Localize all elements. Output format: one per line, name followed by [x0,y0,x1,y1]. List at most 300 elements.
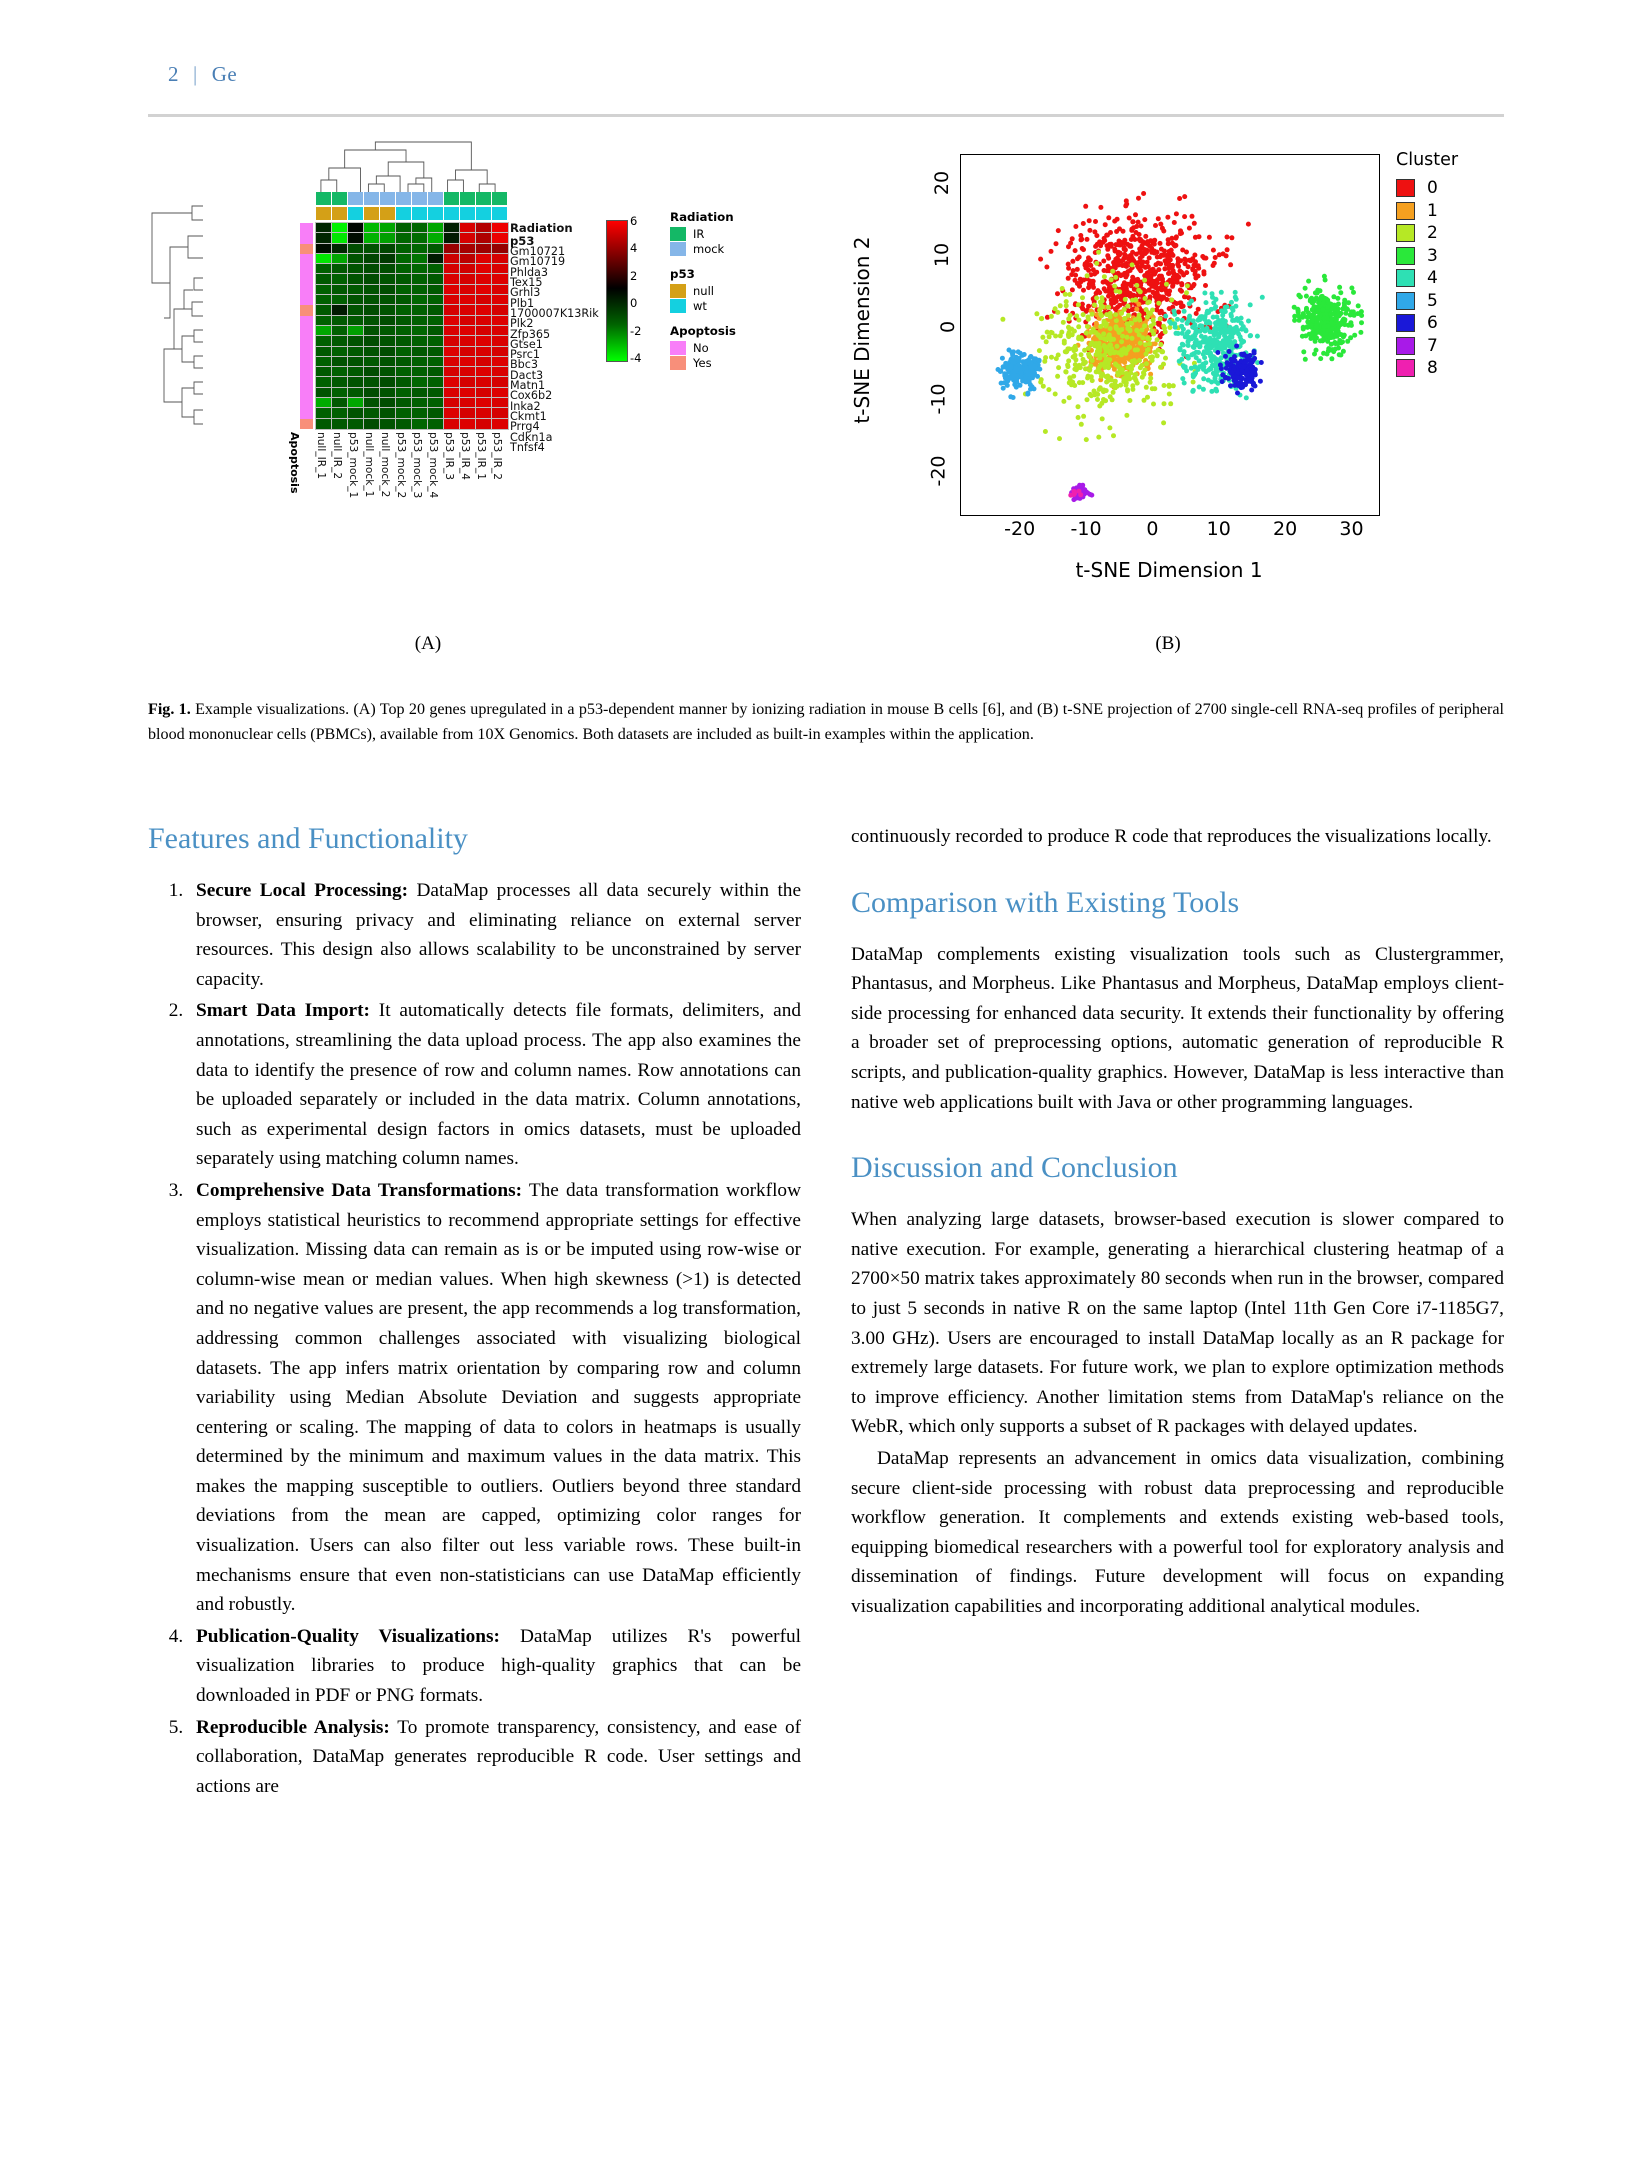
heatmap-cell [444,357,460,367]
heatmap-cell [428,388,444,398]
heatmap-cell [380,274,396,284]
annotation-cell [412,207,427,220]
heatmap-cell [428,244,444,254]
heatmap-cell [364,367,380,377]
heatmap-cell [460,316,476,326]
feature-text: It automatically detects file formats, delimiters, and annotations, streamlining the data upload process. The app also examines the data to identify the presence of row and column names. Row annotations can be uploaded separately or included in the data matrix. Column annotations, such as experimental design factors in omics datasets, must be uploaded separately using matching column names. [196,1000,801,1170]
heatmap-cell [444,336,460,346]
heatmap-cell [444,274,460,284]
heatmap-cell [332,264,348,274]
heatmap-cell [444,285,460,295]
row-annotation-cell [300,274,313,284]
heatmap-cell [460,233,476,243]
heatmap-cell [460,254,476,264]
heatmap-cell [460,336,476,346]
row-annotation-cell [300,419,313,429]
cluster-label: 2 [1427,223,1438,244]
heatmap-cell [428,336,444,346]
heatmap-colorbar [606,220,628,362]
cluster-swatch [1396,337,1415,355]
heatmap-cell [364,419,380,429]
heatmap-cell [428,367,444,377]
gene-label: Dact3 [510,368,544,382]
x-tick-label: 30 [1339,518,1364,540]
heatmap-cell [380,244,396,254]
sample-label: p53_IR_1 [475,432,487,481]
sample-label: p53_mock_2 [395,432,407,499]
heatmap-cell [364,388,380,398]
heatmap-cell [444,398,460,408]
heatmap-cell [332,388,348,398]
heatmap-cell [444,377,460,387]
cluster-swatch [1396,314,1415,332]
heatmap-cell [412,295,428,305]
heatmap-cell [460,388,476,398]
heatmap-cell [412,264,428,274]
cluster-label: 1 [1427,200,1438,221]
heatmap-cell [316,295,332,305]
legend-title: p53 [670,267,695,281]
tsne-y-tick-labels [920,154,959,514]
annotation-cell [428,192,443,205]
heatmap-cell [492,357,508,367]
annotation-cell [460,192,475,205]
heatmap-cell [396,388,412,398]
row-annotation-cell [300,388,313,398]
heatmap-cell [380,295,396,305]
annotation-cell [332,192,347,205]
heatmap-cell [444,367,460,377]
cluster-legend-item [1396,312,1496,335]
heatmap-cell [396,244,412,254]
heatmap-cell [396,367,412,377]
heatmap-cell [364,274,380,284]
tsne-cluster-legend [1396,150,1496,380]
annotation-track-radiation [316,192,508,205]
figure-caption-text: Example visualizations. (A) Top 20 genes upregulated in a p53-dependent manner by ionizing radiation in mouse B cells [6], and (B) t-SNE projection of 2700 single-cell RNA-seq profiles of peripheral blood mononuclear cells (PBMCs), available from 10X Genomics. Both datasets are included as built-in examples within the application. [148,701,1505,743]
heatmap-cell [380,316,396,326]
heatmap-cell [492,264,508,274]
heatmap-cell [396,305,412,315]
features-list [148,876,801,1801]
colorbar-tick: 0 [630,296,638,311]
row-annotation-apoptosis [300,223,313,429]
gene-label: Ckmt1 [510,409,547,423]
heatmap-cell [316,388,332,398]
row-annotation-cell [300,295,313,305]
cluster-legend-item [1396,222,1496,245]
heatmap-cell [428,357,444,367]
heatmap-cell [396,233,412,243]
annotation-cell [316,207,331,220]
colorbar-tick: -4 [630,350,642,365]
heatmap-cell [348,274,364,284]
y-tick-label: 10 [930,242,953,267]
heatmap-cell [364,254,380,264]
sample-label: null_mock_1 [363,432,375,498]
heatmap-cell [492,254,508,264]
heatmap-cell [476,419,492,429]
heatmap-cell [332,274,348,284]
heatmap-cell [428,326,444,336]
heatmap-cell [428,398,444,408]
heatmap-cell [348,223,364,233]
cluster-legend-item [1396,200,1496,223]
cluster-legend-item [1396,335,1496,358]
legend-label: mock [693,241,725,256]
annotation-cell [428,207,443,220]
section-heading-discussion: Discussion and Conclusion [851,1151,1178,1185]
cluster-swatch [1396,247,1415,265]
cluster-label: 8 [1427,358,1438,379]
gene-label: Cdkn1a [510,430,553,444]
comparison-paragraph: DataMap complements existing visualization tools such as Clustergrammer, Phantasus, and Morpheus. Like Phantasus and Morpheus, DataMap employs client-side processing for enhanced data security. It extends their functionality by offering a broader set of preprocessing options, automatic generation of reproducible R scripts, and publication-quality graphics. However, DataMap is less interactive than native web applications built with Java or other programming languages. [851,943,1504,1113]
heatmap-cell [476,408,492,418]
feature-text: To promote transparency, consistency, and ease of collaboration, DataMap generates reproducible R code. User settings and actions are [196,1716,802,1797]
heatmap-cell [396,295,412,305]
cluster-label: 6 [1427,313,1438,334]
heatmap-cell [412,254,428,264]
annotation-cell [332,207,347,220]
legend-label: wt [693,298,707,313]
heatmap-cell [444,388,460,398]
cluster-label: 5 [1427,290,1438,311]
colorbar-tick-labels [630,214,658,378]
heatmap-cell [412,347,428,357]
annotation-cell [380,207,395,220]
heatmap-cell [332,377,348,387]
cluster-label: 0 [1427,178,1438,199]
heatmap-cell [396,264,412,274]
gene-label: Gm10719 [510,255,566,269]
heatmap-cell [460,244,476,254]
annotation-cell [380,192,395,205]
annotation-cell [412,192,427,205]
heatmap-cell [444,295,460,305]
heatmap-cell [460,357,476,367]
heatmap-cell [316,285,332,295]
section-heading-comparison: Comparison with Existing Tools [851,885,1240,919]
column-dendrogram [313,140,503,192]
features-continuation-paragraph: continuously recorded to produce R code that reproduces the visualizations locally. [851,826,1492,847]
gene-label: Zfp365 [510,327,551,341]
heatmap-cell [460,295,476,305]
heatmap-cell [380,326,396,336]
heatmap-cell [348,233,364,243]
heatmap-cell [396,274,412,284]
heatmap-cell [348,367,364,377]
heatmap-cell [412,316,428,326]
colorbar-tick: 6 [630,214,638,228]
heatmap-cell [492,274,508,284]
heatmap-cell [316,223,332,233]
heatmap-cell [492,326,508,336]
row-annotation-cell [300,244,313,254]
heatmap-cell [332,357,348,367]
feature-list-item [188,996,801,1174]
annotation-cell [476,192,491,205]
heatmap-cell [348,285,364,295]
heatmap-cell [412,419,428,429]
heatmap-cell [444,419,460,429]
heatmap-column-labels [316,432,508,542]
heatmap-cell [364,316,380,326]
heatmap-cell [476,264,492,274]
y-tick-label: 20 [930,170,953,195]
feature-text: The data transformation workflow employs statistical heuristics to recommend appropriate settings for effective visualization. Missing data can remain as is or be imputed using row-wise or column-wise mean or median values. When high skewness (>1) is detected and no negative values are present, the app recommends a log transformation, addressing common challenges associated with visualizing biological datasets. The app infers matrix orientation by comparing row and column variability using Median Absolute Deviation and suggests appropriate centering or scaling. The mapping of data to colors in heatmaps is usually determined by the minimum and maximum values in the data matrix. This makes the mapping susceptible to outliers. Outliers beyond three standard deviations from the mean are capped, optimizing color ranges for visualization. Users can also filter out less variable rows. These built-in mechanisms ensure that even non-statisticians can use DataMap efficiently and robustly. [196,1179,801,1616]
heatmap-cell [476,377,492,387]
sample-label: p53_mock_4 [427,432,439,499]
heatmap-cell [364,264,380,274]
heatmap-cell [476,357,492,367]
heatmap-cell [348,357,364,367]
heatmap-cell [492,377,508,387]
heatmap-cell [444,316,460,326]
heatmap-cell [412,223,428,233]
heatmap-cell [380,367,396,377]
tsne-x-axis-label: t-SNE Dimension 1 [1075,558,1263,582]
heatmap-cell [476,398,492,408]
gene-label: Psrc1 [510,348,541,362]
gene-label: Gm10721 [510,245,566,259]
apoptosis-axis-label: Apoptosis [288,432,301,494]
gene-label: Tnfsf4 [510,440,545,454]
row-annotation-cell [300,326,313,336]
legend-item [670,241,810,256]
heatmap-cell [396,377,412,387]
heatmap-cell [348,254,364,264]
heatmap-cell [396,336,412,346]
heatmap-cell [428,254,444,264]
cluster-swatch [1396,269,1415,287]
heatmap-cell [476,223,492,233]
legend-swatch [670,242,686,256]
header-separator: | [193,62,198,86]
x-tick-label: -10 [1070,518,1102,540]
heatmap-cell [332,295,348,305]
heatmap-cell [348,305,364,315]
heatmap-cell [412,367,428,377]
heatmap-cell [492,233,508,243]
heatmap-cell [380,377,396,387]
colorbar-tick: 2 [630,268,638,283]
feature-title: Comprehensive Data Transformations: [196,1179,523,1201]
heatmap-cell [316,336,332,346]
heatmap-cell [332,419,348,429]
heatmap-cell [428,347,444,357]
heatmap-cell [380,357,396,367]
row-annotation-cell [300,377,313,387]
heatmap-cell [492,336,508,346]
panel-b-caption: (B) [1155,633,1181,654]
heatmap-cell [492,388,508,398]
x-tick-label: 0 [1146,518,1159,540]
figure-1 [148,140,1504,685]
feature-list-item [188,1713,801,1802]
heatmap-cell [444,223,460,233]
heatmap-cell [332,336,348,346]
heatmap-cell [444,347,460,357]
heatmap-cell [412,377,428,387]
sample-label: null_IR_2 [331,432,343,480]
row-annotation-cell [300,347,313,357]
row-annotation-cell [300,408,313,418]
heatmap-cell [412,408,428,418]
heatmap-cell [316,377,332,387]
heatmap-cell [460,305,476,315]
heatmap-cell [444,305,460,315]
legend-item [670,226,810,241]
row-annotation-cell [300,233,313,243]
heatmap-cell [492,419,508,429]
annotation-cell [316,192,331,205]
gene-label: Grhl3 [510,286,541,300]
annotation-track-p53 [316,207,508,220]
heatmap-cell [444,408,460,418]
annotation-cell [444,207,459,220]
tsne-x-tick-labels [960,518,1378,540]
heatmap-cell [348,316,364,326]
heatmap-cell [492,367,508,377]
heatmap-cell [364,305,380,315]
legend-gap [670,313,810,324]
heatmap-cell [492,285,508,295]
cluster-swatch [1396,179,1415,197]
tsne-plot-area [960,154,1380,516]
column-annotation-tracks [316,192,508,222]
heatmap-cell [348,408,364,418]
cluster-swatch [1396,224,1415,242]
heatmap-cell [364,295,380,305]
heatmap-cell [332,254,348,264]
heatmap-cell [492,305,508,315]
y-tick-label: 0 [936,320,959,333]
heatmap-cell [316,326,332,336]
annotation-cell [348,192,363,205]
x-tick-label: 20 [1273,518,1298,540]
heatmap-cell [348,326,364,336]
legend-swatch [670,356,686,370]
heatmap-cell [380,398,396,408]
heatmap-cell [316,244,332,254]
feature-text: DataMap utilizes R's powerful visualization libraries to produce high-quality graphics that can be downloaded in PDF or PNG formats. [196,1625,801,1707]
legend-label: null [693,283,714,298]
heatmap-cell [492,398,508,408]
heatmap-cell [428,305,444,315]
page-number: 2 [168,62,179,86]
heatmap-cell [364,408,380,418]
heatmap-cell [476,295,492,305]
figure-caption [148,697,1504,747]
heatmap-cell [380,285,396,295]
heatmap-cell [364,398,380,408]
row-annotation-cell [300,316,313,326]
y-tick-label: -10 [927,383,950,415]
heatmap-cell [492,347,508,357]
heatmap-cell [348,295,364,305]
gene-label: Prrg4 [510,420,540,434]
heatmap-cell [348,244,364,254]
heatmap-cell [428,377,444,387]
heatmap-cell [444,254,460,264]
legend-swatch [670,284,686,298]
cluster-swatch [1396,359,1415,377]
cluster-swatch [1396,202,1415,220]
heatmap-cell [380,305,396,315]
annotation-cell [444,192,459,205]
heatmap-cell [476,326,492,336]
heatmap-cell [492,223,508,233]
cluster-legend-item [1396,245,1496,268]
heatmap-cell [316,419,332,429]
heatmap-cell [364,233,380,243]
row-annotation-cell [300,254,313,264]
heatmap-cell [444,233,460,243]
annotation-cell [348,207,363,220]
heatmap-cell [316,408,332,418]
legend-label: No [693,340,709,355]
gene-label: Matn1 [510,379,546,393]
heatmap-cell [316,264,332,274]
heatmap-cell [332,285,348,295]
legend-label: IR [693,226,705,241]
heatmap-cell [316,233,332,243]
heatmap-cell [380,233,396,243]
heatmap-cell [332,398,348,408]
body-column-right [851,822,1504,1623]
feature-list-item [188,1622,801,1711]
heatmap-cell [348,398,364,408]
heatmap-cell [364,377,380,387]
annotation-track-title: p53 [510,233,535,248]
heatmap-cell [380,264,396,274]
heatmap-cell [444,264,460,274]
header-rule [148,114,1504,117]
row-annotation-cell [300,357,313,367]
heatmap-cell [460,347,476,357]
heatmap-cell [332,367,348,377]
annotation-cell [476,207,491,220]
colorbar-tick: 4 [630,241,638,256]
legend-item [670,355,810,370]
colorbar-tick: -2 [630,323,642,338]
heatmap-cell [412,233,428,243]
heatmap-cell [428,285,444,295]
legend-item [670,298,810,313]
sample-label: p53_mock_3 [411,432,423,499]
heatmap-cell [364,336,380,346]
annotation-cell [364,192,379,205]
row-annotation-cell [300,305,313,315]
sample-label: null_mock_2 [379,432,391,498]
heatmap-cell [476,254,492,264]
heatmap-cell [396,419,412,429]
heatmap-cell [396,357,412,367]
body-column-left [148,822,801,1803]
annotation-cell [492,207,507,220]
sample-label: p53_IR_4 [459,432,471,481]
heatmap-cell [412,244,428,254]
cluster-legend-item [1396,267,1496,290]
cluster-label: 7 [1427,335,1438,356]
heatmap-cell [412,357,428,367]
tsne-y-axis-label: t-SNE Dimension 2 [850,236,874,424]
tsne-scatter-points [961,155,1379,515]
heatmap-cell [476,233,492,243]
gene-label: Plb1 [510,296,535,310]
heatmap-cell [412,274,428,284]
heatmap-cell [428,264,444,274]
